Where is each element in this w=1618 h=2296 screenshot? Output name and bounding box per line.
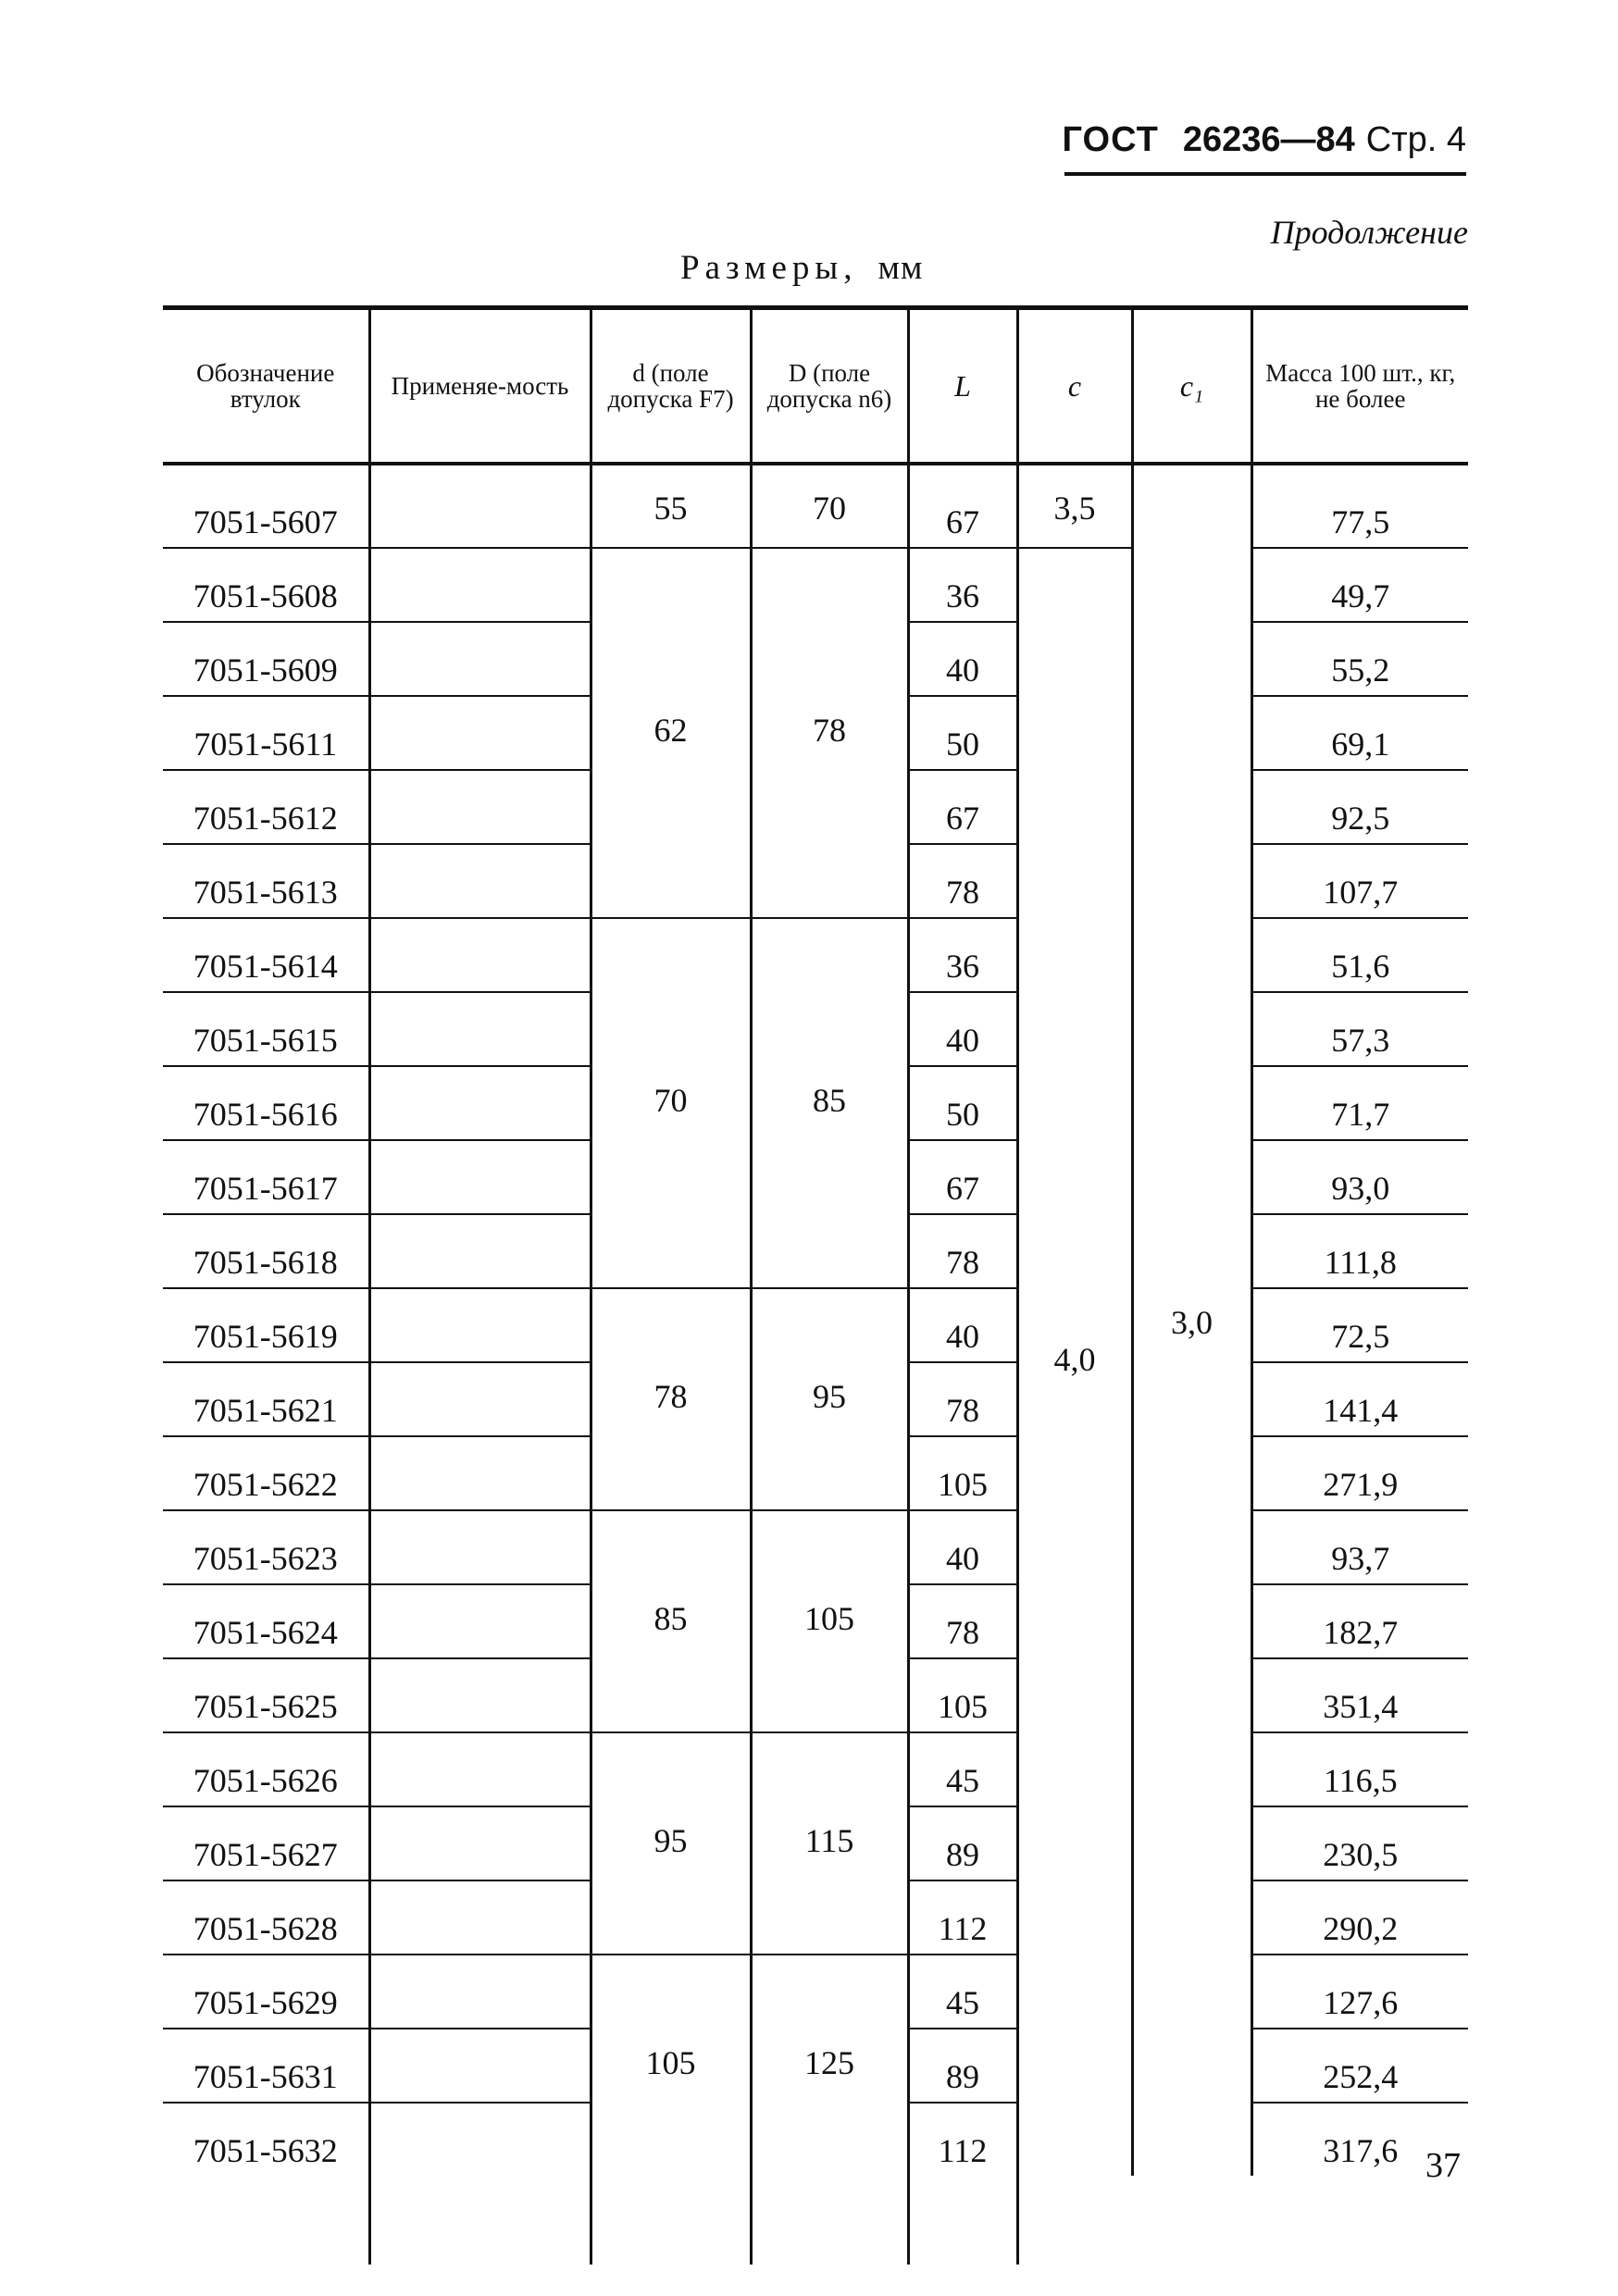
- col-applicability: Применяе-мость: [369, 308, 591, 465]
- applicability-cell: [369, 1436, 591, 1510]
- L-cell: 40: [908, 992, 1017, 1066]
- table-row: [163, 464, 1468, 548]
- L-cell: 89: [908, 1806, 1017, 1880]
- header-gost: ГОСТ: [1062, 120, 1159, 159]
- mass-cell: 317,6: [1251, 2103, 1468, 2176]
- mass-cell: 182,7: [1251, 1584, 1468, 1658]
- col-designation: Обозначение втулок: [163, 308, 369, 465]
- mass-cell: 107,7: [1251, 844, 1468, 918]
- mass-cell: 351,4: [1251, 1658, 1468, 1732]
- designation-cell: 7051-5631: [163, 2029, 369, 2103]
- L-cell: 78: [908, 1584, 1017, 1658]
- designation-cell: 7051-5618: [163, 1214, 369, 1288]
- table-row: [163, 548, 1468, 622]
- mass-cell: 271,9: [1251, 1436, 1468, 1510]
- designation-cell: 7051-5628: [163, 1880, 369, 1955]
- applicability-cell: [369, 1658, 591, 1732]
- page-number: 37: [1425, 2146, 1461, 2185]
- designation-cell: 7051-5615: [163, 992, 369, 1066]
- col-c: c: [1017, 308, 1132, 465]
- applicability-cell: [369, 1880, 591, 1955]
- designation-cell: 7051-5617: [163, 1140, 369, 1214]
- table-row: [163, 1955, 1468, 2029]
- table-filler-row: [163, 2176, 1468, 2265]
- d-cell: 70: [591, 918, 751, 1288]
- mass-cell: 141,4: [1251, 1362, 1468, 1436]
- designation-cell: 7051-5629: [163, 1955, 369, 2029]
- D-cell: 125: [751, 1955, 908, 2176]
- applicability-cell: [369, 1510, 591, 1584]
- header-row: [163, 308, 1468, 465]
- designation-cell: 7051-5624: [163, 1584, 369, 1658]
- designation-cell: 7051-5607: [163, 464, 369, 548]
- L-cell: 112: [908, 2103, 1017, 2176]
- filler-mass-cell: [1017, 2176, 1132, 2265]
- designation-cell: 7051-5622: [163, 1436, 369, 1510]
- applicability-cell: [369, 548, 591, 622]
- c-cell: 4,0: [1017, 548, 1132, 2176]
- designation-cell: 7051-5611: [163, 696, 369, 770]
- table-row: [163, 1288, 1468, 1362]
- mass-cell: 72,5: [1251, 1288, 1468, 1362]
- designation-cell: 7051-5632: [193, 2132, 338, 2169]
- applicability-cell: [369, 2029, 591, 2103]
- D-cell: 105: [751, 1510, 908, 1732]
- table-row: [163, 918, 1468, 992]
- L-cell: 36: [908, 548, 1017, 622]
- L-cell: 45: [908, 1955, 1017, 2029]
- applicability-cell: [369, 2103, 591, 2176]
- L-cell: 40: [908, 622, 1017, 696]
- designation-cell: 7051-5627: [163, 1806, 369, 1880]
- D-cell: 95: [751, 1288, 908, 1510]
- applicability-cell: [369, 844, 591, 918]
- applicability-cell: [369, 1955, 591, 2029]
- D-cell: 115: [751, 1732, 908, 1955]
- applicability-cell: [369, 1066, 591, 1140]
- sizes-label: Размеры,: [680, 249, 858, 287]
- L-cell: 78: [908, 844, 1017, 918]
- D-cell: 70: [751, 464, 908, 548]
- D-cell: 78: [751, 548, 908, 918]
- mass-cell: 252,4: [1251, 2029, 1468, 2103]
- mass-cell: 116,5: [1251, 1732, 1468, 1806]
- d-cell: 105: [591, 1955, 751, 2176]
- D-cell: 85: [751, 918, 908, 1288]
- d-cell: 85: [591, 1510, 751, 1732]
- mass-cell: 69,1: [1251, 696, 1468, 770]
- applicability-cell: [369, 696, 591, 770]
- L-cell: 67: [908, 1140, 1017, 1214]
- L-cell: 67: [908, 770, 1017, 844]
- L-cell: 36: [908, 918, 1017, 992]
- applicability-cell: [369, 1214, 591, 1288]
- running-header: [1064, 120, 1466, 176]
- header-page: Стр. 4: [1365, 120, 1466, 159]
- col-D: D (поле допуска n6): [751, 308, 908, 465]
- filler-D-cell: [751, 2176, 908, 2265]
- mass-cell: 57,3: [1251, 992, 1468, 1066]
- L-cell: 105: [908, 1436, 1017, 1510]
- mass-cell: 55,2: [1251, 622, 1468, 696]
- applicability-cell: [369, 1288, 591, 1362]
- mass-cell: 290,2: [1251, 1880, 1468, 1955]
- filler-designation-cell: [163, 2176, 369, 2265]
- d-cell: 78: [591, 1288, 751, 1510]
- continuation-label: Продолжение: [1270, 214, 1468, 251]
- designation-cell: 7051-5614: [163, 918, 369, 992]
- applicability-cell: [369, 1140, 591, 1214]
- L-cell: 89: [908, 2029, 1017, 2103]
- filler-d-cell: [591, 2176, 751, 2265]
- c-cell: 3,5: [1017, 464, 1132, 548]
- mass-cell: 93,7: [1251, 1510, 1468, 1584]
- L-cell: 78: [908, 1362, 1017, 1436]
- mass-cell: 92,5: [1251, 770, 1468, 844]
- table-row: [163, 1510, 1468, 1584]
- designation-cell: 7051-5619: [163, 1288, 369, 1362]
- mass-cell: 51,6: [1251, 918, 1468, 992]
- applicability-cell: [369, 1584, 591, 1658]
- applicability-cell: [369, 770, 591, 844]
- mass-cell: 127,6: [1251, 1955, 1468, 2029]
- applicability-cell: [369, 918, 591, 992]
- d-cell: 62: [591, 548, 751, 918]
- header-standard-number: 26236—84: [1182, 120, 1355, 159]
- c1-cell: 3,0: [1132, 464, 1251, 2176]
- applicability-cell: [369, 1732, 591, 1806]
- applicability-cell: [369, 992, 591, 1066]
- sizes-caption: [680, 248, 923, 288]
- L-cell: 50: [908, 1066, 1017, 1140]
- designation-cell: 7051-5625: [163, 1658, 369, 1732]
- designation-cell: 7051-5612: [163, 770, 369, 844]
- L-cell: 112: [908, 1880, 1017, 1955]
- designation-cell: 7051-5621: [163, 1362, 369, 1436]
- designation-cell: 7051-5623: [163, 1510, 369, 1584]
- mass-cell: 93,0: [1251, 1140, 1468, 1214]
- d-cell: 95: [591, 1732, 751, 1955]
- mass-cell: 71,7: [1251, 1066, 1468, 1140]
- applicability-cell: [369, 1806, 591, 1880]
- bushings-table: [163, 305, 1468, 2265]
- designation-cell: 7051-5613: [163, 844, 369, 918]
- header-rule: [1064, 172, 1466, 176]
- col-mass: Масса 100 шт., кг, не более: [1251, 308, 1468, 465]
- mass-cell: 111,8: [1251, 1214, 1468, 1288]
- L-cell: 50: [908, 696, 1017, 770]
- sizes-unit: мм: [877, 249, 924, 287]
- L-cell: 78: [908, 1214, 1017, 1288]
- table-body: [163, 464, 1468, 2265]
- col-c1: c₁: [1132, 308, 1251, 465]
- col-L: L: [908, 308, 1017, 465]
- d-cell: 55: [591, 464, 751, 548]
- mass-cell: 77,5: [1251, 464, 1468, 548]
- designation-cell: 7051-5626: [163, 1732, 369, 1806]
- designation-cell: 7051-5608: [163, 548, 369, 622]
- designation-cell: 7051-5609: [163, 622, 369, 696]
- applicability-cell: [369, 1362, 591, 1436]
- L-cell: 40: [908, 1288, 1017, 1362]
- designation-cell: 7051-5616: [163, 1066, 369, 1140]
- L-cell: 40: [908, 1510, 1017, 1584]
- table-row: [163, 1732, 1468, 1806]
- L-cell: 45: [908, 1732, 1017, 1806]
- mass-cell: 230,5: [1251, 1806, 1468, 1880]
- applicability-cell: [369, 464, 591, 548]
- filler-applicability-cell: [369, 2176, 591, 2265]
- header-text: [1063, 120, 1466, 160]
- applicability-cell: [369, 622, 591, 696]
- filler-L-cell: [908, 2176, 1017, 2265]
- L-cell: 105: [908, 1658, 1017, 1732]
- L-cell: 67: [908, 464, 1017, 548]
- col-d: d (поле допуска F7): [591, 308, 751, 465]
- mass-cell: 49,7: [1251, 548, 1468, 622]
